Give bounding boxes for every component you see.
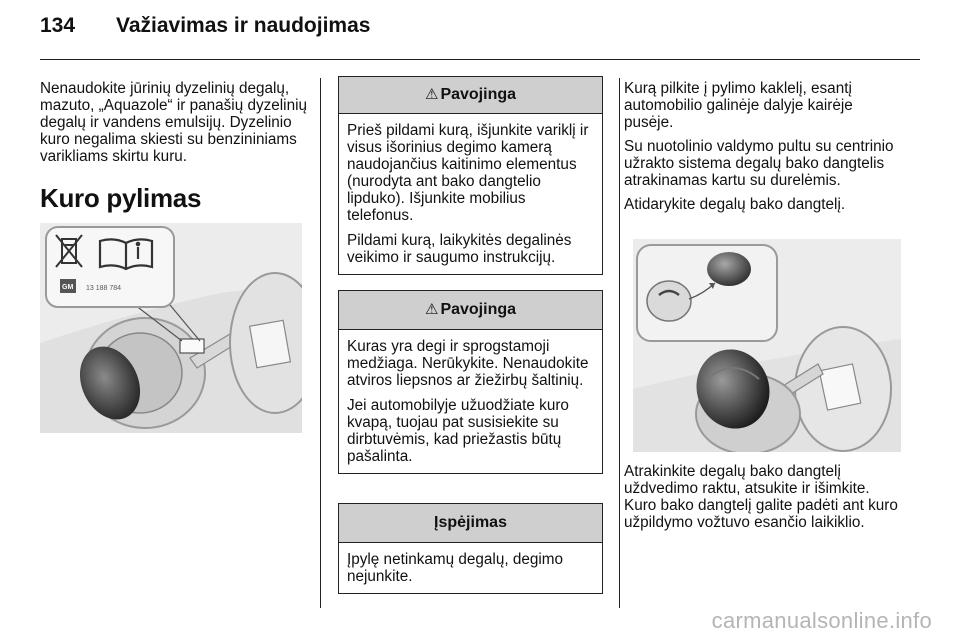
header-rule: [40, 59, 920, 60]
fuel-door-label-drawing: [40, 223, 302, 433]
warning-box-2-heading: Pavojinga: [440, 301, 517, 318]
warning-box-2: [338, 290, 603, 474]
caution-box-header: [339, 504, 602, 543]
warning-box-1-paragraph: Pildami kurą, laikykitės degalinės veikimo ir saugumo instrukcijų.: [347, 232, 572, 266]
intro-paragraph: Nenaudokite jūrinių dyzelinių degalų, mazuto, „Aquazole“ ir panašių dyzelinių degalų ir vandens emulsijų. Dyzelinio kuro negalima skiesti su benzininiams varikliams skirtu kuru.: [40, 80, 307, 165]
warning-box-2-body: [339, 330, 602, 473]
section-title: Kuro pylimas: [40, 183, 202, 213]
caution-box-paragraph: Įpylę netinkamų degalų, degimo nejunkite.: [347, 551, 563, 585]
fuel-cap-drawing: [633, 239, 901, 452]
page-header: [40, 14, 370, 38]
warning-box-2-header: [339, 291, 602, 330]
column-divider-left: [320, 78, 321, 608]
label-part-code: 13 188 784: [86, 285, 122, 292]
warning-box-1-body: [339, 114, 602, 274]
column-right: [624, 80, 902, 220]
warning-triangle-icon: ⚠: [424, 86, 439, 103]
warning-box-1-paragraph: Prieš pildami kurą, išjunkite variklį ir visus išorinius degimo kamerą naudojančius kaitinimo elementus (nurodyta ant bako dangtelio lipduko). Išjunkite mobilius telefonus.: [347, 122, 589, 224]
remote-unlock-paragraph: Su nuotolinio valdymo pultu su centrinio užrakto sistema degalų bako dangtelis atrakinamas kartu su durelėmis.: [624, 138, 894, 189]
page-title: Važiavimas ir naudojimas: [116, 14, 371, 37]
svg-text:GM: GM: [62, 284, 74, 291]
caution-box-heading: Įspėjimas: [434, 514, 507, 531]
warning-triangle-icon: ⚠: [424, 301, 439, 318]
page-number: 134: [40, 14, 76, 37]
caution-box-body: [339, 543, 602, 593]
warning-box-2-paragraph: Kuras yra degi ir sprogstamoji medžiaga. Nerūkykite. Nenaudokite atviros liepsnos ar žiežirbų šaltinių.: [347, 338, 589, 389]
remove-cap-paragraph: Atrakinkite degalų bako dangtelį uždvedimo raktu, atsukite ir išimkite. Kuro bako dangtelį galite padėti ant kuro užpildymo vožtuvo esančio laikiklio.: [624, 463, 898, 531]
warning-box-1-heading: Pavojinga: [440, 86, 517, 103]
warning-box-1: [338, 76, 603, 275]
column-right-lower: [624, 463, 902, 538]
warning-box-1-header: [339, 77, 602, 114]
caution-box: [338, 503, 603, 594]
fuel-cap-illustration: [633, 239, 901, 452]
warning-box-2-paragraph: Jei automobilyje užuodžiate kuro kvapą, tuojau pat susisiekite su dirbtuvėmis, kad priežastis būtų pašalinta.: [347, 397, 569, 465]
filler-location-paragraph: Kurą pilkite į pylimo kaklelį, esantį automobilio galinėje dalyje kairėje pusėje.: [624, 80, 853, 131]
column-left: [40, 80, 310, 165]
fuel-label-illustration: [40, 223, 302, 433]
watermark: carmanualsonline.info: [711, 608, 932, 633]
column-divider-right: [619, 78, 620, 608]
open-cap-paragraph: Atidarykite degalų bako dangtelį.: [624, 196, 846, 213]
